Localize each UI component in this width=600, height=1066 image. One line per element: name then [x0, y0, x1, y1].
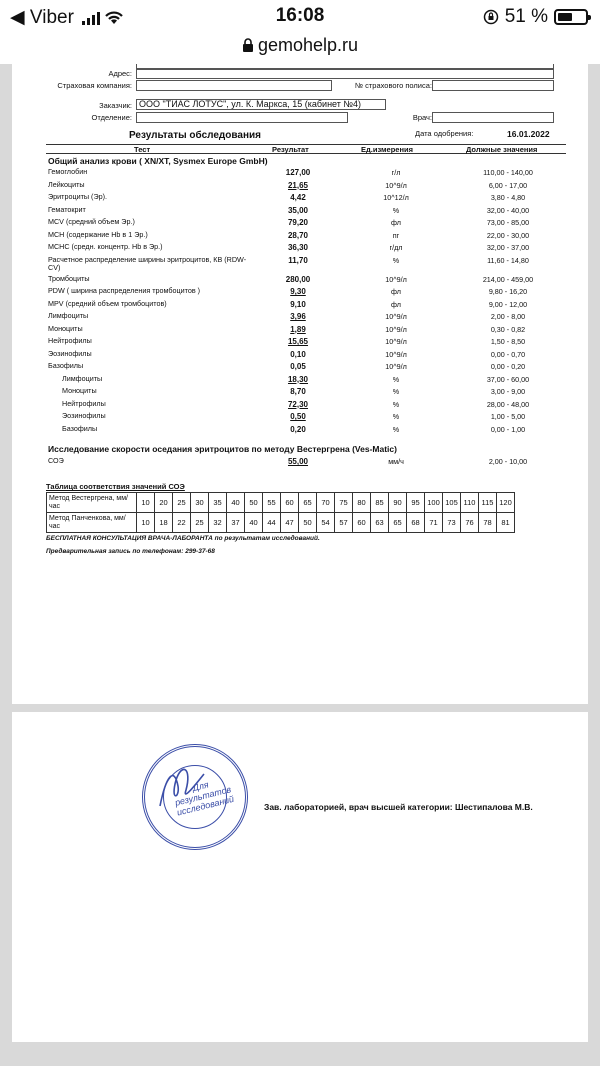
result-value: 15,65: [287, 337, 309, 346]
soe-cell-panchenkov: 40: [245, 513, 263, 533]
result-value: 0,10: [290, 349, 306, 359]
result-row: [48, 325, 568, 337]
result-name: Гематокрит: [48, 204, 86, 214]
result-value: 35,00: [287, 205, 309, 215]
soe-cell-westergren: 75: [335, 493, 353, 513]
soe-cell-westergren: 60: [281, 493, 299, 513]
result-norm: 0,00 - 1,00: [490, 424, 526, 434]
result-norm: 2,00 - 10,00: [488, 457, 528, 466]
department-label: Отделение:: [91, 113, 132, 122]
col-result: Результат: [272, 145, 309, 154]
result-norm: 0,30 - 0,82: [490, 324, 526, 334]
result-row: [48, 387, 568, 399]
result-row: [48, 181, 568, 193]
soe-cell-westergren: 105: [443, 493, 461, 513]
soe-cell-panchenkov: 81: [497, 513, 515, 533]
result-value: 0,20: [290, 424, 306, 434]
soe-cell-westergren: 40: [227, 493, 245, 513]
result-unit: %: [392, 374, 400, 384]
result-value: 28,70: [287, 230, 309, 240]
result-row: [48, 375, 568, 387]
result-value: 11,70: [288, 255, 308, 265]
result-name: MCHC (средн. концентр. Hb в Эр.): [48, 242, 163, 251]
battery-percent: 51 %: [504, 6, 548, 27]
result-row: [48, 300, 568, 312]
soe-westergren-label: Метод Вестергрена, мм/час: [47, 493, 137, 513]
result-row: [48, 275, 568, 287]
customer-label: Заказчик:: [99, 101, 132, 110]
result-value: 0,50: [290, 412, 306, 421]
result-norm: 32,00 - 37,00: [486, 243, 530, 252]
result-value: 9,10: [290, 299, 306, 309]
soe-cell-panchenkov: 76: [461, 513, 479, 533]
result-norm: 9,00 - 12,00: [488, 299, 528, 309]
doctor-field: [432, 112, 554, 123]
result-unit: г/дл: [389, 243, 403, 252]
soe-cell-panchenkov: 73: [443, 513, 461, 533]
result-unit: мм/ч: [388, 457, 404, 466]
result-unit: 10^9/л: [385, 349, 407, 359]
col-test: Тест: [134, 145, 151, 154]
soe-cell-panchenkov: 47: [281, 513, 299, 533]
result-norm: 2,00 - 8,00: [490, 312, 526, 321]
result-row: [48, 362, 568, 374]
result-name: MCH (содержание Hb в 1 Эр.): [48, 229, 148, 239]
result-value: 18,30: [287, 374, 309, 384]
soe-cell-panchenkov: 22: [173, 513, 191, 533]
result-name: Эозинофилы: [48, 348, 92, 358]
result-row: [48, 231, 568, 243]
result-unit: 10^12/л: [383, 193, 409, 202]
result-name: Тромбоциты: [48, 273, 90, 283]
result-norm: 3,80 - 4,80: [490, 193, 526, 202]
soe-cell-westergren: 90: [389, 493, 407, 513]
soe-cell-westergren: 115: [479, 493, 497, 513]
soe-cell-westergren: 85: [371, 493, 389, 513]
lock-icon: [242, 38, 254, 52]
result-name: Гемоглобин: [48, 167, 88, 176]
address-field: [136, 68, 554, 79]
section-cbc: Общий анализ крови ( XN/XT, Sysmex Europe GmbH): [48, 156, 268, 166]
result-norm: 22,00 - 30,00: [486, 230, 530, 240]
status-bar: [0, 0, 600, 34]
address-bar[interactable]: [0, 34, 600, 64]
result-norm: 1,00 - 5,00: [490, 412, 526, 421]
result-value: 4,42: [290, 193, 306, 202]
result-row: [48, 287, 568, 299]
result-norm: 11,60 - 14,80: [487, 255, 529, 265]
result-norm: 0,00 - 0,20: [490, 362, 526, 371]
soe-cell-panchenkov: 71: [425, 513, 443, 533]
battery-icon: [554, 9, 588, 25]
result-norm: 37,00 - 60,00: [486, 374, 530, 384]
result-value: 36,30: [287, 243, 309, 252]
result-value: 79,20: [287, 218, 309, 227]
result-norm: 73,00 - 85,00: [486, 218, 530, 227]
result-norm: 32,00 - 40,00: [486, 205, 530, 215]
customer-field: ООО "ТИАС ЛОТУС", ул. К. Маркса, 15 (кабинет №4): [136, 99, 386, 110]
result-row: [48, 312, 568, 324]
result-unit: 10^9/л: [385, 324, 407, 334]
result-unit: %: [392, 399, 400, 409]
result-row: [48, 218, 568, 230]
result-unit: %: [392, 412, 400, 421]
soe-cell-panchenkov: 54: [317, 513, 335, 533]
result-row: [48, 337, 568, 349]
department-field: [136, 112, 348, 123]
soe-cell-westergren: 110: [461, 493, 479, 513]
result-name: Эозинофилы: [62, 411, 106, 420]
result-name: Нейтрофилы: [48, 336, 92, 345]
orientation-lock-icon: [483, 9, 499, 25]
result-unit: 10^9/л: [385, 274, 407, 284]
result-name: Нейтрофилы: [62, 398, 106, 408]
result-name: Базофилы: [62, 423, 98, 433]
result-name: Моноциты: [62, 386, 97, 395]
soe-cell-panchenkov: 25: [191, 513, 209, 533]
result-name: Базофилы: [48, 361, 84, 370]
result-row: [48, 254, 568, 272]
result-name: Расчетное распределение ширины эритроцитов, КВ (RDW-CV): [48, 254, 247, 272]
result-name: Лимфоциты: [62, 373, 103, 383]
result-unit: %: [392, 205, 400, 215]
soe-cell-westergren: 30: [191, 493, 209, 513]
soe-table-title: Таблица соответствия значений СОЭ: [46, 482, 185, 491]
soe-panchenkov-label: Метод Панченкова, мм/час: [47, 513, 137, 533]
result-unit: 10^9/л: [385, 337, 407, 346]
soe-cell-panchenkov: 57: [335, 513, 353, 533]
result-value: 280,00: [285, 274, 311, 284]
result-value: 72,30: [287, 399, 309, 409]
stamp-text: Для результатов исследований: [173, 779, 235, 818]
result-row: [48, 400, 568, 412]
insurance-field: [136, 80, 332, 91]
soe-cell-panchenkov: 10: [137, 513, 155, 533]
result-value: 8,70: [290, 387, 306, 396]
result-name: Эритроциты (Эр).: [48, 192, 107, 201]
results-title: Результаты обследования: [129, 130, 261, 141]
soe-cell-westergren: 35: [209, 493, 227, 513]
result-row: [48, 243, 568, 255]
section-esr: Исследование скорости оседания эритроцитов по методу Вестергрена (Ves-Matic): [48, 444, 397, 454]
result-unit: 10^9/л: [385, 312, 407, 321]
soe-cell-panchenkov: 68: [407, 513, 425, 533]
clock: 16:08: [275, 5, 325, 26]
phone-note: Предварительная запись по телефонам: 299-37-68: [46, 548, 215, 555]
soe-cell-westergren: 95: [407, 493, 425, 513]
soe-cell-panchenkov: 65: [389, 513, 407, 533]
back-app-label[interactable]: ◀ Viber: [10, 7, 74, 28]
soe-cell-westergren: 65: [299, 493, 317, 513]
insurance-label: Страховая компания:: [57, 81, 132, 90]
soe-cell-westergren: 55: [263, 493, 281, 513]
soe-cell-westergren: 80: [353, 493, 371, 513]
result-norm: 9,80 - 16,20: [488, 287, 528, 296]
result-name: Моноциты: [48, 323, 83, 333]
result-unit: г/л: [391, 168, 401, 177]
soe-cell-westergren: 70: [317, 493, 335, 513]
result-name: PDW ( ширина распределения тромбоцитов ): [48, 286, 201, 295]
result-unit: фл: [391, 218, 401, 227]
result-name: Лейкоциты: [48, 179, 85, 189]
result-value: 21,65: [287, 180, 309, 190]
result-row: [48, 168, 568, 180]
soe-cell-panchenkov: 63: [371, 513, 389, 533]
result-unit: 10^9/л: [385, 362, 407, 371]
soe-cell-panchenkov: 78: [479, 513, 497, 533]
soe-cell-panchenkov: 18: [155, 513, 173, 533]
soe-cell-panchenkov: 32: [209, 513, 227, 533]
soe-cell-panchenkov: 44: [263, 513, 281, 533]
soe-cell-panchenkov: 37: [227, 513, 245, 533]
lab-manager-signature-line: Зав. лабораторией, врач высшей категории: Шестипалова М.В.: [264, 802, 533, 812]
result-unit: фл: [391, 299, 401, 309]
result-name: Лимфоциты: [48, 311, 89, 320]
soe-cell-westergren: 50: [245, 493, 263, 513]
soe-row-westergren: [47, 493, 515, 513]
soe-row-panchenkov: [47, 513, 515, 533]
result-row: [48, 412, 568, 424]
soe-cell-westergren: 120: [497, 493, 515, 513]
soe-cell-westergren: 100: [425, 493, 443, 513]
result-value: 0,05: [290, 362, 306, 371]
result-name: MCV (средний объем Эр.): [48, 217, 135, 226]
result-norm: 110,00 - 140,00: [483, 168, 533, 177]
result-value: 1,89: [290, 324, 306, 334]
approval-label: Дата одобрения:: [415, 129, 474, 138]
soe-cell-panchenkov: 60: [353, 513, 371, 533]
document-page-1: [12, 64, 588, 704]
result-norm: 28,00 - 48,00: [486, 399, 530, 409]
signature-scribble: [152, 756, 212, 816]
result-row: [48, 350, 568, 362]
soe-cell-westergren: 20: [155, 493, 173, 513]
policy-field: [432, 80, 554, 91]
result-norm: 1,50 - 8,50: [490, 337, 526, 346]
free-consultation-note: БЕСПЛАТНАЯ КОНСУЛЬТАЦИЯ ВРАЧА-ЛАБОРАНТА по результатам исследований.: [46, 535, 320, 542]
result-row: [48, 193, 568, 205]
col-norm: Должные значения: [466, 145, 538, 154]
result-value: 55,00: [287, 457, 309, 466]
result-norm: 214,00 - 459,00: [482, 274, 534, 284]
result-norm: 3,00 - 9,00: [490, 387, 526, 396]
result-unit: %: [392, 387, 400, 396]
url-text: gemohelp.ru: [257, 34, 359, 55]
approval-date: 16.01.2022: [507, 129, 550, 139]
esr-row: [48, 457, 568, 469]
result-value: 127,00: [285, 168, 311, 177]
result-name: СОЭ: [48, 456, 64, 465]
result-norm: 6,00 - 17,00: [488, 180, 528, 190]
result-unit: %: [392, 424, 400, 434]
result-unit: фл: [391, 287, 401, 296]
result-name: MPV (средний объем тромбоцитов): [48, 298, 167, 308]
col-unit: Ед.измерения: [361, 145, 413, 154]
result-value: 9,30: [290, 287, 306, 296]
document-page-2: [12, 712, 588, 1042]
result-row: [48, 425, 568, 437]
soe-cell-westergren: 25: [173, 493, 191, 513]
policy-label: № страхового полиса:: [354, 81, 432, 90]
doctor-label: Врач:: [412, 113, 432, 122]
result-unit: %: [392, 255, 400, 265]
soe-cell-panchenkov: 50: [299, 513, 317, 533]
result-row: [48, 206, 568, 218]
soe-table: [46, 492, 515, 533]
result-unit: пг: [392, 230, 400, 240]
results-column-header: [46, 144, 566, 154]
result-norm: 0,00 - 0,70: [490, 349, 526, 359]
address-label: Адрес:: [108, 69, 132, 78]
result-unit: 10^9/л: [385, 180, 407, 190]
result-value: 3,96: [290, 312, 306, 321]
soe-cell-westergren: 10: [137, 493, 155, 513]
